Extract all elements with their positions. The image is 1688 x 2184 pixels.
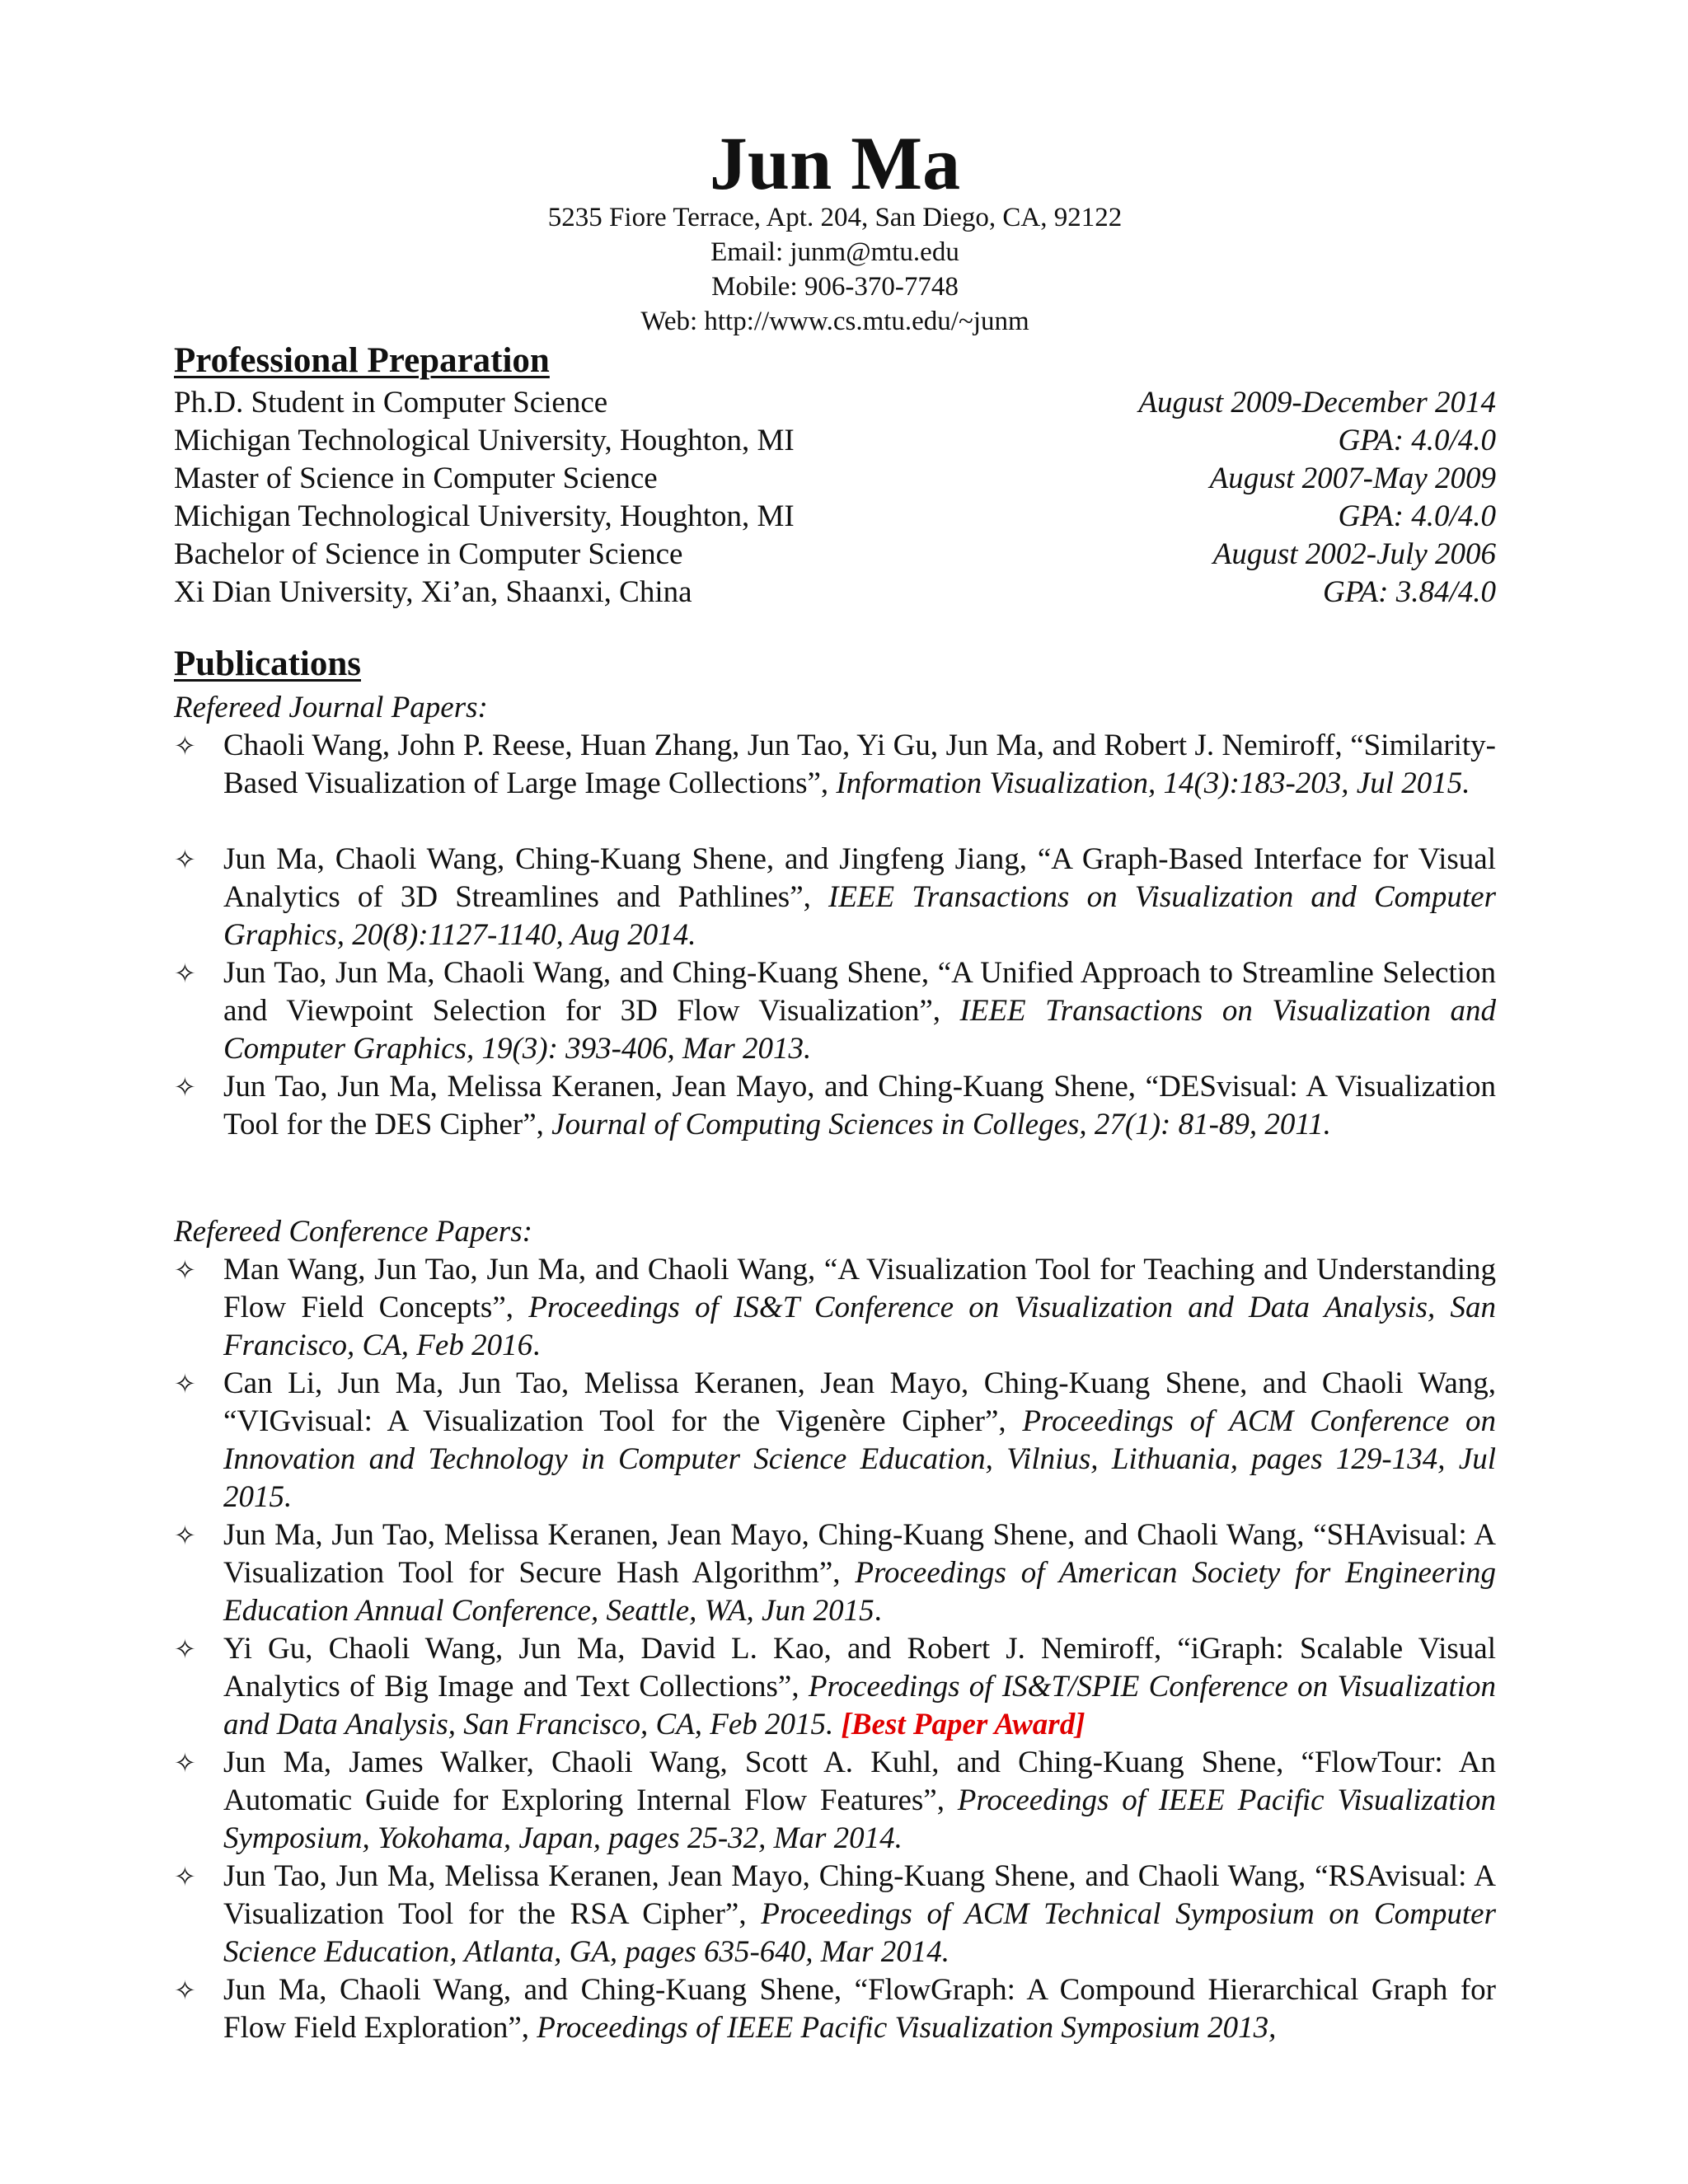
education-row-label: Ph.D. Student in Computer Science (174, 386, 608, 419)
paper-venue-end: . (874, 1594, 882, 1628)
education-row (174, 498, 1496, 536)
paper-authors-title: Man Wang, Jun Tao, Jun Ma, and Chaoli Wang, “A Visualization Tool for Teaching and Understanding Flow Field Concepts”, (223, 1253, 1496, 1324)
conference-paper-item (174, 1858, 1496, 1971)
conference-paper-item (174, 1251, 1496, 1365)
mobile-line: Mobile: 906-370-7748 (711, 272, 959, 302)
star-bullet-icon: ✧ (174, 1861, 196, 1892)
journal-paper-item (174, 841, 1496, 954)
journal-papers-heading: Refereed Journal Papers: (174, 691, 488, 724)
education-row-label: Bachelor of Science in Computer Science (174, 537, 683, 571)
paper-venue: IEEE Transactions on Visualization and Computer Graphics, 20(8):1127-1140, Aug 2014. (223, 880, 1496, 952)
star-bullet-icon: ✧ (174, 1254, 196, 1286)
paper-authors-title: Jun Tao, Jun Ma, Chaoli Wang, and Ching-Kuang Shene, “A Unified Approach to Streamline Selection and Viewpoint Selection for 3D Flow Visualization”, (223, 956, 1496, 1028)
journal-paper-item (174, 727, 1496, 803)
education-row-label: Xi Dian University, Xi’an, Shaanxi, China (174, 575, 692, 609)
conference-paper-item (174, 1744, 1496, 1858)
education-row-detail: August 2002-July 2006 (1212, 537, 1496, 571)
paper-venue-end: . (532, 1329, 541, 1362)
conference-paper-item (174, 1516, 1496, 1630)
paper-authors-title: Chaoli Wang, John P. Reese, Huan Zhang, Jun Tao, Yi Gu, Jun Ma, and Robert J. Nemiroff, “Similarity-Based Visualization of Large Image Collections”, (223, 729, 1496, 800)
paper-authors-title: Can Li, Jun Ma, Jun Tao, Melissa Keranen, Jean Mayo, Ching-Kuang Shene, and Chaoli Wang, “VIGvisual: A Visualization Tool for the Vigenère Cipher”, (223, 1366, 1496, 1438)
education-row-detail: GPA: 4.0/4.0 (1338, 424, 1496, 457)
paper-venue: Proceedings of IS&T Conference on Visualization and Data Analysis, San Francisco, CA, Feb 2016 (223, 1291, 1496, 1362)
paper-venue: Proceedings of IEEE Pacific Visualization Symposium 2013, (537, 2011, 1277, 2045)
paper-venue: IEEE Transactions on Visualization and Computer Graphics, 19(3): 393-406, Mar 2013. (223, 994, 1496, 1066)
paper-authors-title: Jun Ma, Chaoli Wang, Ching-Kuang Shene, and Jingfeng Jiang, “A Graph-Based Interface for Visual Analytics of 3D Streamlines and Pathlines”, (223, 842, 1496, 914)
paper-venue: Proceedings of ACM Technical Symposium on Computer Science Education, Atlanta, GA, pages 635-640, Mar 2014. (223, 1897, 1496, 1969)
journal-paper-item (174, 954, 1496, 1068)
education-row (174, 422, 1496, 460)
conference-paper-item (174, 1630, 1496, 1744)
star-bullet-icon: ✧ (174, 1633, 196, 1665)
star-bullet-icon: ✧ (174, 958, 196, 989)
best-paper-award-badge: [Best Paper Award] (841, 1708, 1085, 1741)
star-bullet-icon: ✧ (174, 730, 196, 762)
education-row (174, 574, 1496, 612)
star-bullet-icon: ✧ (174, 1368, 196, 1399)
paper-authors-title: Jun Tao, Jun Ma, Melissa Keranen, Jean Mayo, and Ching-Kuang Shene, “DESvisual: A Visualization Tool for the DES Cipher”, (223, 1070, 1496, 1141)
paper-authors-title: Yi Gu, Chaoli Wang, Jun Ma, David L. Kao, and Robert J. Nemiroff, “iGraph: Scalable Visual Analytics of Big Image and Text Collections”, (223, 1632, 1496, 1704)
paper-venue: Proceedings of American Society for Engineering Education Annual Conference, Seattle, WA, Jun 2015 (223, 1556, 1496, 1628)
education-row (174, 460, 1496, 498)
education-row (174, 536, 1496, 574)
paper-venue: Proceedings of IS&T/SPIE Conference on Visualization and Data Analysis, San Francisco, CA, Feb 2015. (223, 1670, 1497, 1741)
web-line: Web: http://www.cs.mtu.edu/~junm (640, 307, 1029, 336)
paper-venue: Journal of Computing Sciences in Colleges, 27(1): 81-89, 2011. (551, 1108, 1331, 1141)
paper-venue: Proceedings of IEEE Pacific Visualization Symposium, Yokohama, Japan, pages 25-32, Mar 2014. (223, 1783, 1496, 1855)
education-row-detail: August 2009-December 2014 (1138, 386, 1496, 419)
conference-papers-heading: Refereed Conference Papers: (174, 1215, 532, 1249)
star-bullet-icon: ✧ (174, 844, 196, 875)
education-row-label: Michigan Technological University, Houghton, MI (174, 499, 795, 533)
section-title-publications: Publications (174, 644, 361, 683)
person-name: Jun Ma (709, 121, 961, 205)
conference-paper-item (174, 1365, 1496, 1516)
star-bullet-icon: ✧ (174, 1071, 196, 1103)
education-row-label: Master of Science in Computer Science (174, 462, 658, 495)
paper-authors-title: Jun Ma, Chaoli Wang, and Ching-Kuang Shene, “FlowGraph: A Compound Hierarchical Graph for Flow Field Exploration”, (223, 1973, 1496, 2045)
paper-authors-title: Jun Ma, James Walker, Chaoli Wang, Scott A. Kuhl, and Ching-Kuang Shene, “FlowTour: An Automatic Guide for Exploring Internal Flow Features”, (223, 1746, 1496, 1817)
education-row-detail: GPA: 3.84/4.0 (1322, 575, 1496, 609)
paper-venue: Information Visualization, 14(3):183-203, Jul 2015. (836, 766, 1470, 800)
paper-authors-title: Jun Tao, Jun Ma, Melissa Keranen, Jean Mayo, Ching-Kuang Shene, and Chaoli Wang, “RSAvisual: A Visualization Tool for the RSA Cipher”, (223, 1859, 1496, 1931)
paper-venue: Proceedings of ACM Conference on Innovation and Technology in Computer Science Education, Vilnius, Lithuania, pages 129-134, Jul 2015. (223, 1404, 1496, 1514)
education-row-label: Michigan Technological University, Houghton, MI (174, 424, 795, 457)
star-bullet-icon: ✧ (174, 1975, 196, 2006)
conference-paper-item (174, 1971, 1496, 2047)
email-line: Email: junm@mtu.edu (710, 237, 959, 267)
journal-paper-item (174, 1068, 1496, 1144)
address-line: 5235 Fiore Terrace, Apt. 204, San Diego, CA, 92122 (547, 203, 1123, 232)
education-row-detail: August 2007-May 2009 (1209, 462, 1496, 495)
star-bullet-icon: ✧ (174, 1520, 196, 1551)
section-title-professional-preparation: Professional Preparation (174, 341, 550, 380)
education-row (174, 384, 1496, 422)
star-bullet-icon: ✧ (174, 1747, 196, 1779)
education-row-detail: GPA: 4.0/4.0 (1338, 499, 1496, 533)
paper-authors-title: Jun Ma, Jun Tao, Melissa Keranen, Jean Mayo, Ching-Kuang Shene, and Chaoli Wang, “SHAvisual: A Visualization Tool for Secure Hash Algorithm”, (223, 1518, 1496, 1590)
